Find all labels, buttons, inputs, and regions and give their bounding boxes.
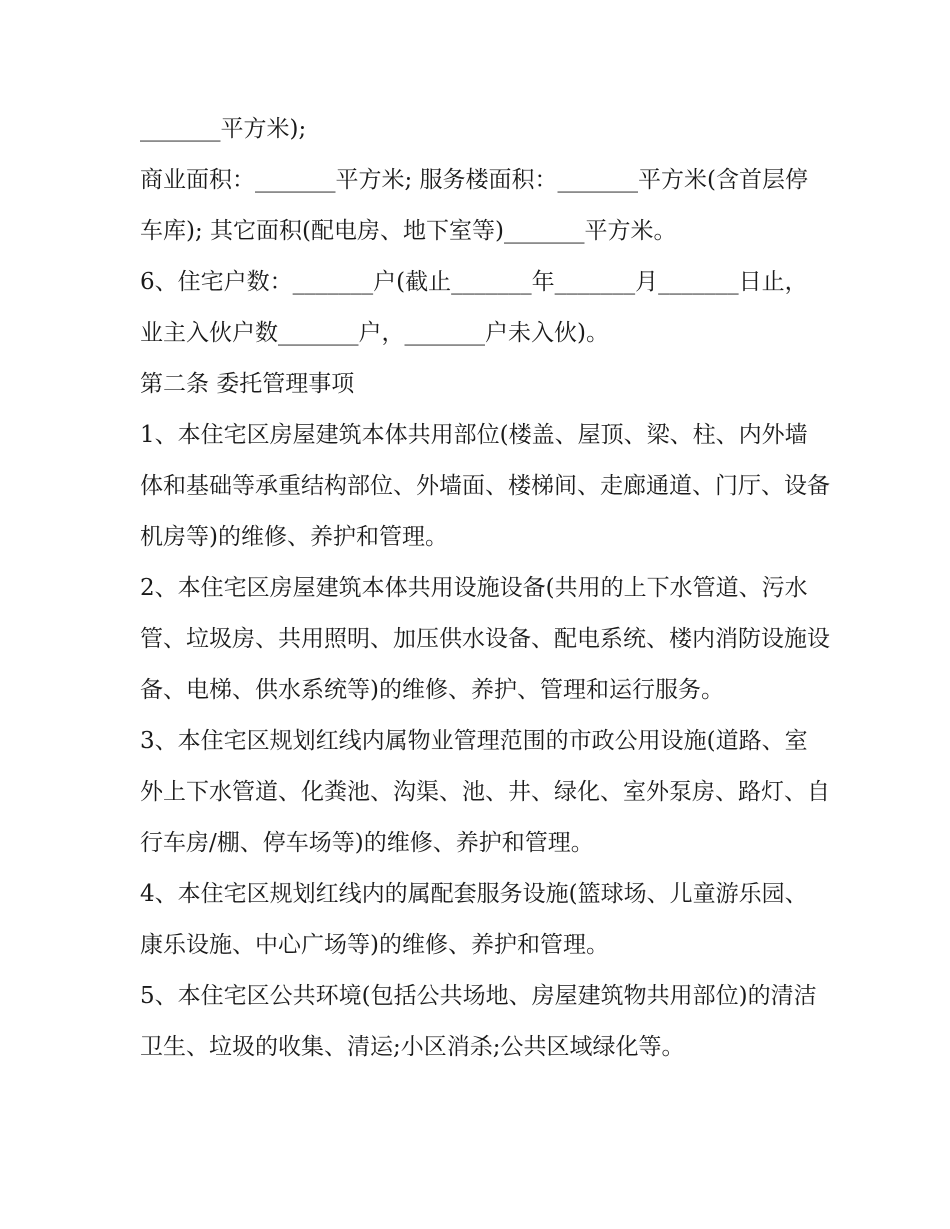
paragraph-item-5: 5、本住宅区公共环境(包括公共场地、房屋建筑物共用部位)的清洁卫生、垃圾的收集、清运;小区消杀;公共区域绿化等。 (140, 983, 817, 1060)
document-body (140, 104, 830, 1073)
paragraph-item-2: 2、本住宅区房屋建筑本体共用设施设备(共用的上下水管道、污水管、垃圾房、共用照明、加压供水设备、配电系统、楼内消防设施设备、电梯、供水系统等)的维修、养护、管理和运行服务。 (140, 575, 830, 703)
section-heading-article-2: 第二条 委托管理事项 (140, 371, 355, 397)
paragraph-item-1: 1、本住宅区房屋建筑本体共用部位(楼盖、屋顶、梁、柱、内外墙体和基础等承重结构部位、外墙面、楼梯间、走廊通道、门厅、设备机房等)的维修、养护和管理。 (140, 422, 830, 550)
paragraph-commercial-area: 商业面积：_______平方米; 服务楼面积：_______平方米(含首层停车库); 其它面积(配电房、地下室等)_______平方米。 (140, 167, 809, 244)
paragraph-item-4: 4、本住宅区规划红线内的属配套服务设施(篮球场、儿童游乐园、康乐设施、中心广场等)的维修、养护和管理。 (140, 881, 808, 958)
paragraph-item-3: 3、本住宅区规划红线内属物业管理范围的市政公用设施(道路、室外上下水管道、化粪池、沟渠、池、井、绿化、室外泵房、路灯、自行车房/棚、停车场等)的维修、养护和管理。 (140, 728, 830, 856)
paragraph-area-continued: _______平方米); (140, 116, 307, 142)
paragraph-household-count: 6、住宅户数：_______户(截止_______年_______月_______日止，业主入伙户数_______户，_______户未入伙)。 (140, 269, 808, 346)
